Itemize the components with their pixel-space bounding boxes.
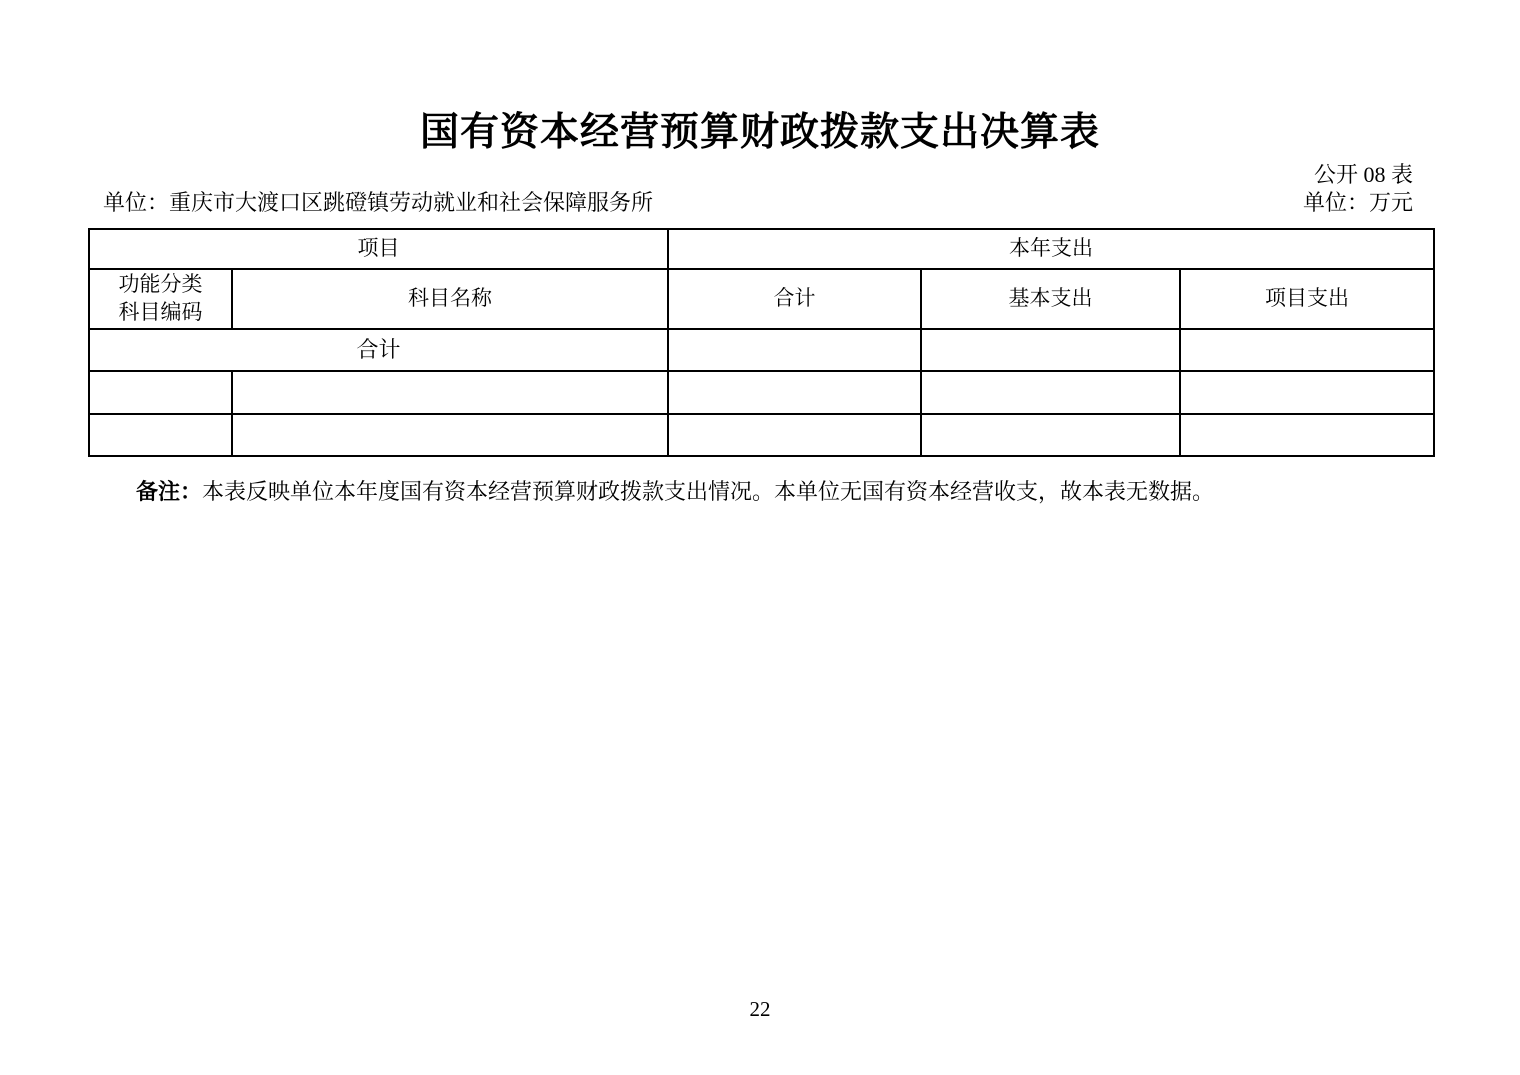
header-project-group: 项目 bbox=[89, 229, 668, 269]
row-code-cell bbox=[89, 414, 232, 456]
table-header-column-row bbox=[89, 269, 1434, 329]
footnote-text: 本表反映单位本年度国有资本经营预算财政拨款支出情况。本单位无国有资本经营收支，故本表无数据。 bbox=[202, 479, 1215, 504]
row-code-cell bbox=[89, 371, 232, 414]
table-row bbox=[89, 371, 1434, 414]
unit-name: 单位：重庆市大渡口区跳磴镇劳动就业和社会保障服务所 bbox=[103, 190, 654, 215]
header-year-expenditure-group: 本年支出 bbox=[668, 229, 1434, 269]
row-basic-cell bbox=[921, 371, 1180, 414]
table-number: 公开 08 表 bbox=[1313, 162, 1413, 187]
row-total-cell bbox=[668, 371, 921, 414]
table-header-group-row bbox=[89, 229, 1434, 269]
expenditure-table bbox=[88, 228, 1435, 457]
row-total-cell bbox=[668, 414, 921, 456]
row-project-cell bbox=[1180, 414, 1434, 456]
total-row-label: 合计 bbox=[89, 329, 668, 371]
table-row-total bbox=[89, 329, 1434, 371]
row-name-cell bbox=[232, 414, 668, 456]
row-name-cell bbox=[232, 371, 668, 414]
header-function-code bbox=[89, 269, 232, 329]
header-basic-expenditure: 基本支出 bbox=[921, 269, 1180, 329]
header-subject-name: 科目名称 bbox=[232, 269, 668, 329]
row-basic-cell bbox=[921, 414, 1180, 456]
header-function-code-line1: 功能分类 bbox=[118, 272, 203, 296]
footnote-label: 备注： bbox=[136, 479, 203, 504]
page-number: 22 bbox=[749, 997, 771, 1021]
header-project-expenditure: 项目支出 bbox=[1180, 269, 1434, 329]
total-row-project-cell bbox=[1180, 329, 1434, 371]
row-project-cell bbox=[1180, 371, 1434, 414]
total-row-basic-cell bbox=[921, 329, 1180, 371]
total-row-total-cell bbox=[668, 329, 921, 371]
header-function-code-line2: 科目编码 bbox=[118, 301, 203, 324]
table-row bbox=[89, 414, 1434, 456]
page-title: 国有资本经营预算财政拨款支出决算表 bbox=[419, 111, 1100, 154]
header-total: 合计 bbox=[668, 269, 921, 329]
footnote bbox=[136, 477, 1214, 507]
unit-of-measure: 单位：万元 bbox=[1302, 190, 1413, 215]
